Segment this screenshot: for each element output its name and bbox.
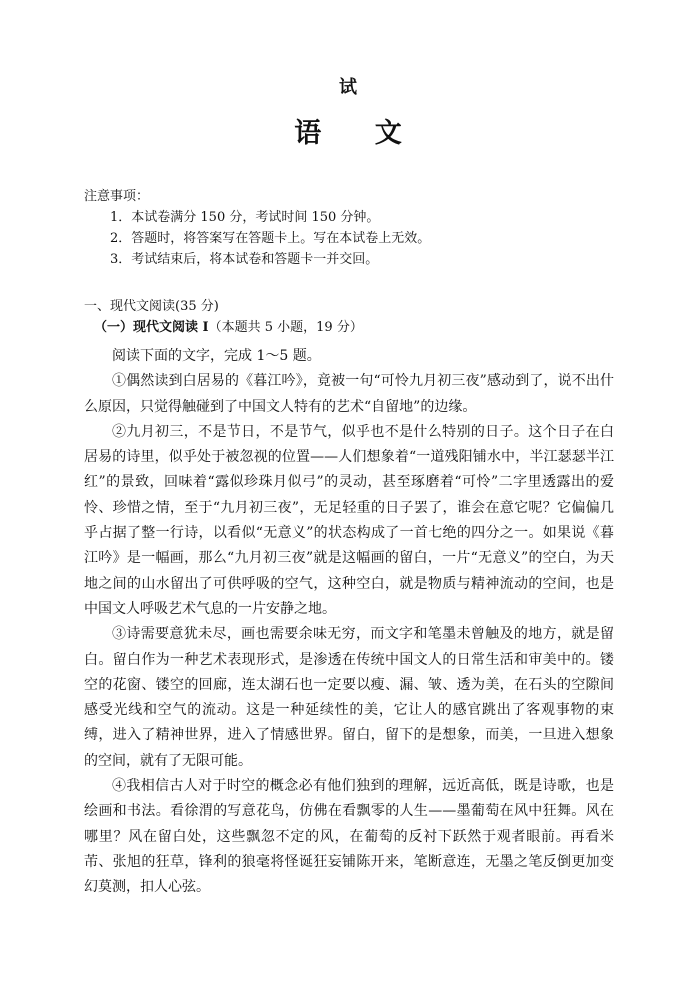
- subsection-detail: （本题共 5 小题，19 分）: [208, 320, 363, 335]
- reading-passage: [84, 344, 614, 901]
- notes-item-3: 3．考试结束后，将本试卷和答题卡一并交回。: [110, 252, 379, 267]
- exam-title-small: 试: [339, 77, 357, 98]
- passage-paragraph-2: ②九月初三，不是节日，不是节气，似乎也不是什么特别的日子。这个日子在白居易的诗里，似乎处于被忽视的位置——人们想象着“一道残阳铺水中，半江瑟瑟半江红”的景致，回味着“露似珍珠月似弓”的灵动，甚至琢磨着“可怜”二字里透露出的爱怜、珍惜之情，至于“九月初三夜”，无足轻重的日子罢了，谁会在意它呢？它偏偏几乎占据了整一行诗，以看似“无意义”的状态构成了一首七绝的四分之一。如果说《暮江吟》是一幅画，那么“九月初三夜”就是这幅画的留白，一片“无意义”的空白，为天地之间的山水留出了可供呼吸的空气，这种空白，就是物质与精神流动的空间，也是中国文人呼吸艺术气息的一片安静之地。: [84, 423, 614, 617]
- subsection-title: （一）现代文阅读 I: [94, 320, 209, 335]
- passage-paragraph-3: ③诗需要意犹未尽，画也需要余味无穷，而文字和笔墨未曾触及的地方，就是留白。留白作为一种艺术表现形式，是渗透在传统中国文人的日常生活和审美中的。镂空的花窗、镂空的回廊，连太湖石也一定要以瘦、漏、皱、透为美，在石头的空隙间感受光线和空气的流动。这是一种延续性的美，它让人的感官跳出了客观事物的束缚，进入了精神世界，进入了情感世界。留白，留下的是想象，而美，一旦进入想象的空间，就有了无限可能。: [84, 626, 614, 769]
- notes-heading: 注意事项：: [84, 189, 150, 204]
- section-header: [84, 296, 644, 338]
- subsection-heading: [84, 317, 644, 338]
- notes-item-1: 1．本试卷满分 150 分，考试时间 150 分钟。: [110, 210, 380, 225]
- section-heading: 一、现代文阅读(35 分): [84, 299, 219, 314]
- passage-instruction: 阅读下面的文字，完成 1～5 题。: [112, 348, 321, 364]
- exam-subject-title: 语 文: [294, 118, 424, 149]
- passage-paragraph-1: ①偶然读到白居易的《暮江吟》，竟被一句“可怜九月初三夜”感动到了，说不出什么原因，只觉得触碰到了中国文人特有的艺术“自留地”的边缘。: [84, 373, 614, 415]
- passage-paragraph-4: ④我相信古人对于时空的概念必有他们独到的理解，远近高低，既是诗歌，也是绘画和书法。看徐渭的写意花鸟，仿佛在看飘零的人生——墨葡萄在风中狂舞。风在哪里？风在留白处，这些飘忽不定的风，在葡萄的反衬下跃然于观者眼前。再看米芾、张旭的狂草，锋利的狼毫将怪诞狂妄铺陈开来，笔断意连，无墨之笔反倒更加变幻莫测，扣人心弦。: [84, 778, 614, 896]
- notes-item-2: 2．答题时，将答案写在答题卡上。写在本试卷上无效。: [110, 231, 431, 246]
- notes-block: [84, 186, 644, 270]
